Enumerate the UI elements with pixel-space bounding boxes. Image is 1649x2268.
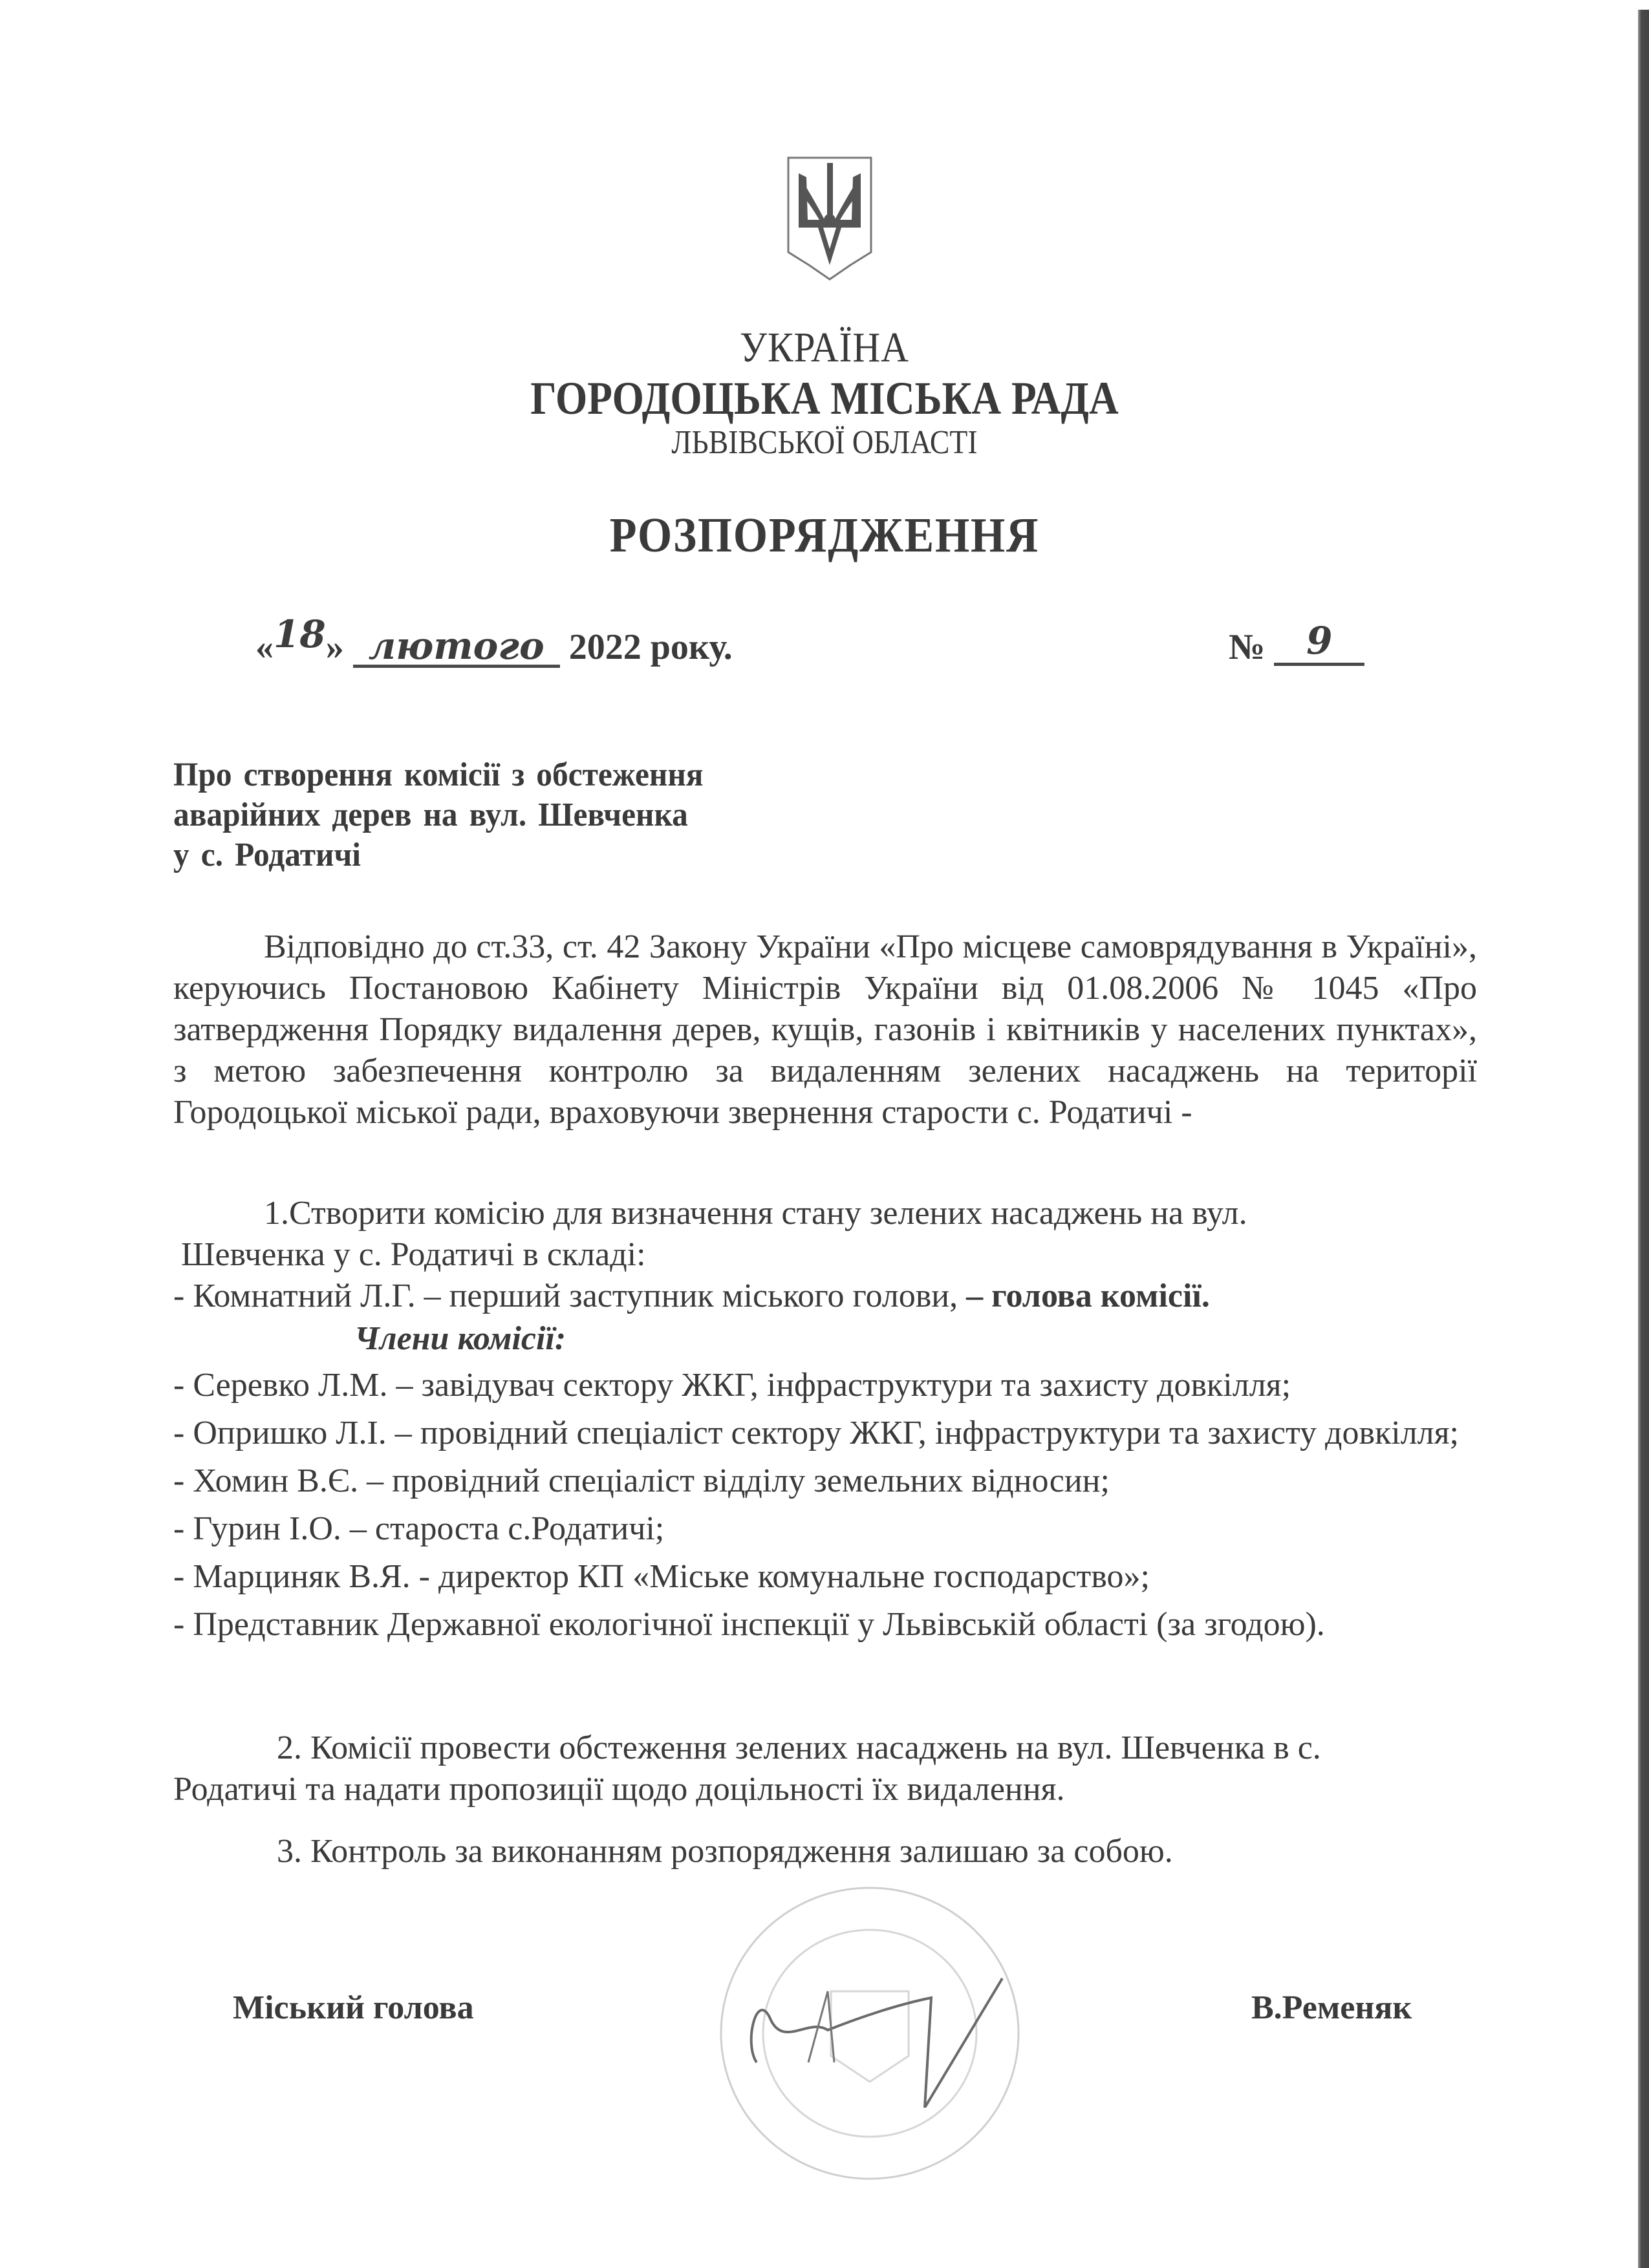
subject-heading — [173, 755, 704, 875]
date-month: лютого — [353, 627, 560, 668]
council-name: ГОРОДОЦЬКА МІСЬКА РАДА — [530, 372, 1119, 424]
open-quote: « — [255, 627, 274, 667]
signature-icon — [731, 1965, 1093, 2108]
date-day: 18 — [274, 612, 326, 656]
coat-of-arms-icon — [786, 155, 874, 282]
region-name: ЛЬВІВСЬКОЇ ОБЛАСТІ — [671, 424, 978, 461]
item-2 — [173, 1728, 1477, 1810]
document-number — [1229, 619, 1364, 671]
member-item: - Представник Державної екологічної інспекції у Львівській області (за згодою). — [173, 1606, 1325, 1643]
date-year: 2022 року. — [568, 627, 733, 667]
preamble-paragraph: Відповідно до ст.33, ст. 42 Закону України «Про місцеве самоврядування в Україні», керуючись Постановою Кабінету Міністрів України від 01.08.2006 № 1045 «Про затвердження Порядку видалення дерев, кущів, газонів і квітників у населених пунктах», з метою забезпечення контролю за видаленням зелених насаджень на території Городоцької міської ради, враховуючи звернення старости с. Родатичі - — [173, 928, 1477, 1131]
subject-line: у с. Родатичі — [173, 837, 361, 873]
chair-text: - Комнатний Л.Г. – перший заступник міського голови, — [173, 1278, 967, 1314]
document-date — [255, 612, 733, 668]
item-1-intro-cont: Шевченка у с. Родатичі в складі: — [181, 1236, 646, 1273]
member-item: - Гурин І.О. – староста с.Родатичі; — [173, 1510, 665, 1547]
subject-line: Про створення комісії з обстеження — [173, 756, 704, 793]
close-quote: » — [325, 627, 344, 667]
member-item: - Серевко Л.М. – завідувач сектору ЖКГ, інфраструктури та захисту довкілля; — [173, 1367, 1291, 1404]
member-item: - Марциняк В.Я. - директор КП «Міське комунальне господарство»; — [173, 1558, 1150, 1595]
chair-role: – голова комісії. — [966, 1278, 1210, 1314]
signatory-name: В.Ременяк — [1251, 1989, 1412, 2026]
members-heading: Члени комісії: — [354, 1320, 566, 1357]
number-label: № — [1229, 627, 1266, 667]
member-item: - Хомин В.Є. – провідний спеціаліст відділу земельних відносин; — [173, 1462, 1110, 1499]
item-1-intro: 1.Створити комісію для визначення стану зелених насаджень на вул. — [264, 1195, 1247, 1232]
member-item: - Опришко Л.І. – провідний спеціаліст сектору ЖКГ, інфраструктури та захисту довкілля; — [173, 1415, 1459, 1451]
number-value: 9 — [1274, 619, 1364, 666]
commission-chair — [173, 1276, 1477, 1317]
scan-edge — [1638, 10, 1649, 2268]
signatory-title: Міський голова — [233, 1989, 474, 2026]
document-type: РОЗПОРЯДЖЕННЯ — [609, 508, 1040, 562]
item-1 — [173, 1193, 1477, 1645]
item-3: 3. Контроль за виконанням розпорядження залишаю за собою. — [277, 1833, 1173, 1870]
subject-line: аварійних дерев на вул. Шевченка — [173, 797, 688, 833]
country-name: УКРАЇНА — [740, 324, 909, 371]
item-2-text: 2. Комісії провести обстеження зелених насаджень на вул. Шевченка в с. Родатичі та надати пропозиції щодо доцільності їх видалення. — [173, 1729, 1321, 1808]
